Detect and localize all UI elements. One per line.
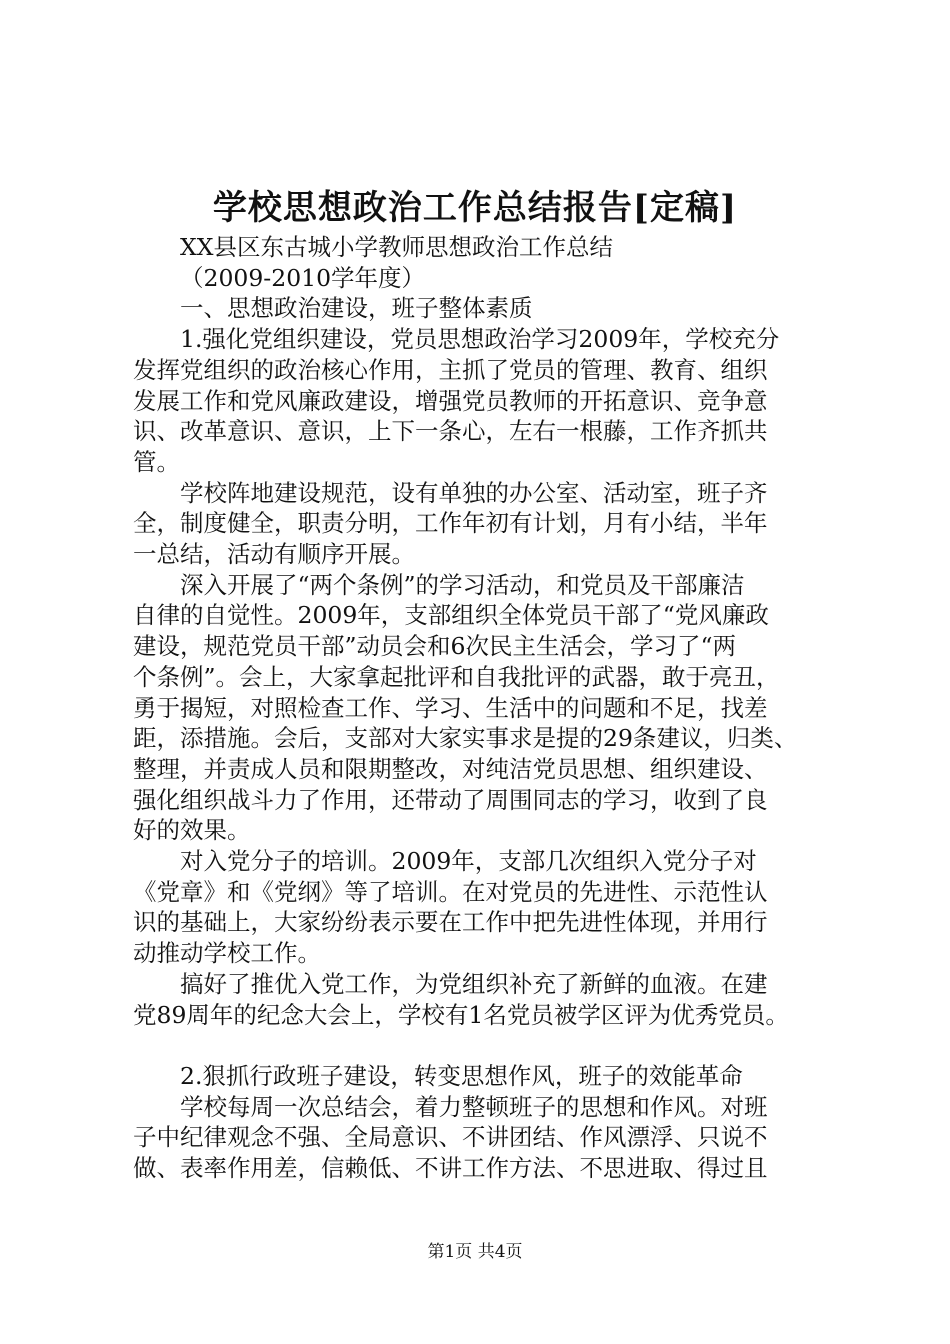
body-text-line: XX县区东古城小学教师思想政治工作总结 [180, 233, 613, 261]
body-text-line: 强化组织战斗力了作用，还带动了周围同志的学习，收到了良 [133, 785, 768, 814]
body-text-line: 《党章》和《党纲》等了培训。在对党员的先进性、示范性认 [133, 877, 768, 906]
body-text-line: （2009-2010学年度） [180, 263, 426, 292]
body-text-line: 学校阵地建设规范，设有单独的办公室、活动室，班子齐 [180, 478, 768, 507]
body-text-line: 对入党分子的培训。2009年，支部几次组织入党分子对 [180, 847, 757, 876]
body-text-line: 1.强化党组织建设，党员思想政治学习2009年，学校充分 [180, 325, 780, 354]
body-text-line: 2.狠抓行政班子建设，转变思想作风，班子的效能革命 [180, 1061, 743, 1090]
body-text-line: 自律的自觉性。2009年，支部组织全体党员干部了“党风廉政 [133, 601, 769, 630]
body-text-line: 动推动学校工作。 [133, 939, 321, 968]
body-text-line: 建设，规范党员干部”动员会和6次民主生活会，学习了“两 [133, 632, 736, 661]
body-text-line: 识的基础上，大家纷纷表示要在工作中把先进性体现，并用行 [133, 908, 768, 937]
body-text-line: 学校每周一次总结会，着力整顿班子的思想和作风。对班 [180, 1092, 768, 1121]
body-text-line: 勇于揭短，对照检查工作、学习、生活中的问题和不足，找差 [133, 693, 768, 722]
body-text-line: 发挥党组织的政治核心作用，主抓了党员的管理、教育、组织 [133, 355, 768, 384]
body-text-line: 一总结，活动有顺序开展。 [133, 540, 415, 569]
body-text-line: 搞好了推优入党工作，为党组织补充了新鲜的血液。在建 [180, 969, 768, 998]
blank-line [133, 1030, 833, 1061]
body-text-line: 子中纪律观念不强、全局意识、不讲团结、作风漂浮、只说不 [133, 1123, 768, 1152]
body-text-line: 管。 [133, 447, 180, 476]
body-text-line: 一、思想政治建设，班子整体素质 [180, 294, 533, 323]
body-text-line: 党89周年的纪念大会上，学校有1名党员被学区评为优秀党员。 [133, 1000, 789, 1029]
document-title: 学校思想政治工作总结报告[定稿] [212, 188, 738, 228]
body-text-line: 做、表率作用差，信赖低、不讲工作方法、不思进取、得过且 [133, 1154, 768, 1183]
body-text-line: 深入开展了“两个条例”的学习活动，和党员及干部廉洁 [180, 570, 745, 599]
document-body [133, 232, 833, 1184]
body-text-line: 发展工作和党风廉政建设，增强党员教师的开拓意识、竞争意 [133, 386, 768, 415]
body-text-line: 个条例”。会上，大家拿起批评和自我批评的武器，敢于亮丑， [133, 662, 780, 691]
body-text-line: 整理，并责成人员和限期整改，对纯洁党员思想、组织建设、 [133, 754, 768, 783]
body-text-line: 好的效果。 [133, 816, 251, 845]
page-footer: 第1页 共4页 [427, 1242, 523, 1262]
body-text-line: 距，添措施。会后，支部对大家实事求是提的29条建议，归类、 [133, 724, 798, 753]
body-text-line: 全，制度健全，职责分明，工作年初有计划，月有小结，半年 [133, 509, 768, 538]
body-text-line: 识、改革意识、意识，上下一条心，左右一根藤，工作齐抓共 [133, 417, 768, 446]
